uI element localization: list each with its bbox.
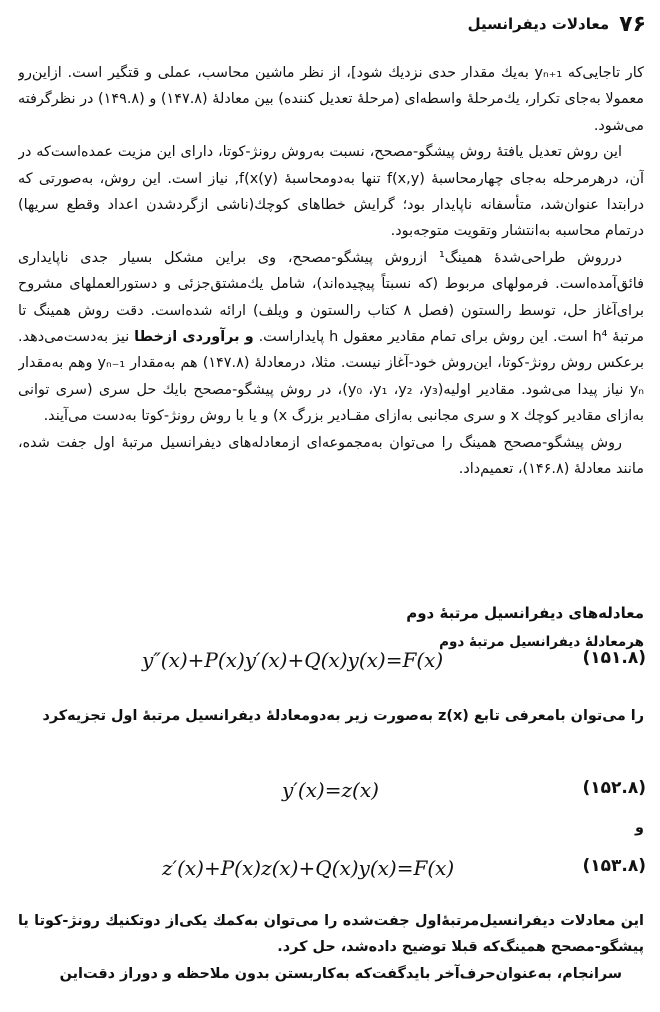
closing-paragraph-2: سرانجام، به‌عنوان‌حرف‌آخر بایدگفت‌که به‌کاربستن بدون ملاحظه و دوراز دقت‌این: [59, 965, 622, 982]
paragraph-2: این روش تعدیل یافتهٔ روش پیشگو-مصحح، نسبت به‌روش رونژ-کوتا، دارای این مزیت عمده‌است‌که در آن، درهرمرحله به‌جای چهارمحاسبهٔ f(x,y) تنها به‌دومحاسبهٔ (y)f(x, نیاز است. این روش، به‌صورتی که درابتدا عنوان‌شد، متأسفانه ناپایدار بود؛ گرایش خطاهای کوچك(ناشی ازگردشدن اعداد وقطع سریها) درتمام محاسبه به‌انتشار وتقویت متوجه‌بود.: [18, 144, 644, 240]
and-text: و: [635, 820, 644, 836]
section-heading: معادله‌های دیفرانسیل مرتبهٔ دوم: [406, 604, 644, 622]
paragraph-3-cont: نیز به‌دست‌می‌دهد. برعکس روش رونژ-کوتا، این‌روش خود-آغاز نیست. مثلا، درمعادلهٔ (۱۴۷.۸) هم به‌مقدار yₙ₋₁ وهم به‌مقدار yₙ نیاز پیدا می‌شود. مقادیر اولیه(y₀ ،y₁ ،y₂ ،y₃)، در روش پیشگو-مصحح بایك حل سری (سری توانی به‌ازای مقادیر کوچك x و سری مجانبی به‌ازای مقـادیر بزرگ x) و یا با روش رونژ-کوتا به‌دست می‌آیند.: [18, 329, 644, 425]
equation-152: [0, 778, 660, 812]
paragraph-3: [18, 245, 644, 430]
paragraph-3-text: درروش طراحی‌شدهٔ همینگ¹ ازروش پیشگو-مصحح، وی براین مشکل بسیار جدی ناپایداری فائق‌آمده‌است. فرمولهای مربوط (که نسبتاً پیچیده‌اند)، شامل یك‌مشتق‌جزئی و دستورالعملهای مشروح برای‌آغاز حل، توسط رالستون (فصل ۸ کتاب رالستون و ویلف) ارائه شده‌است. دقت روش همینگ تا مرتبهٔ h⁴ است. این روش برای تمام مقادیر معقول h پایداراست.: [18, 249, 644, 346]
equation-152-math: y′(x)=z(x): [282, 778, 379, 802]
equation-151: [0, 648, 660, 682]
equation-151-math: y″(x)+P(x)y′(x)+Q(x)y(x)=F(x): [142, 648, 444, 672]
page-number: ۷۶: [619, 11, 646, 37]
equation-151-number: (۱۵۱.۸): [582, 648, 646, 668]
section-intro: هرمعادلهٔ دیفرانسیل مرتبهٔ دوم: [439, 634, 644, 650]
transition-text: را می‌توان بامعرفی تابع z(x) به‌صورت زیر به‌دومعادلهٔ دیفرانسیل مرتبهٔ اول تجزیه‌کرد: [42, 708, 644, 724]
error-estimate-emphasis: و برآوردی ازخطا: [134, 329, 254, 346]
equation-152-number: (۱۵۲.۸): [582, 778, 646, 798]
equation-153-number: (۱۵۳.۸): [582, 856, 646, 876]
closing-paragraph-1: این معادلات دیفرانسیل‌مرتبهٔ‌اول جفت‌شده را می‌توان به‌کمك یکی‌از دوتکنیك رونژ-کوتا یا پیشگو-مصحح همینگ‌که قبلا توضیح داده‌شد، حل کرد.: [18, 913, 644, 956]
running-title: معادلات دیفرانسیل: [467, 15, 610, 33]
paragraph-1: کار تاجایی‌که yₙ₊₁ به‌یك مقدار حدی نزدیك شود]، از نظر ماشین محاسب، عملی و قتگیر است. ازاین‌رو معمولا به‌جای تکرار، یك‌مرحلهٔ واسطه‌ای (مرحلهٔ تعدیل کننده) بین معادلهٔ (۱۴۷.۸) و (۱۴۹.۸) در نظرگرفته می‌شود.: [18, 65, 644, 134]
equation-153: [0, 856, 660, 890]
closing-text: [18, 908, 644, 1008]
page-header: [18, 8, 646, 40]
paragraph-4: روش پیشگو-مصحح همینگ را می‌توان به‌مجموعه‌ای ازمعادله‌های دیفرانسیل مرتبهٔ اول جفت شده، مانند معادلهٔ (۱۴۶.۸)، تعمیم‌داد.: [18, 434, 644, 478]
body-text: [18, 60, 644, 568]
equation-153-math: z′(x)+P(x)z(x)+Q(x)y(x)=F(x): [162, 856, 455, 880]
